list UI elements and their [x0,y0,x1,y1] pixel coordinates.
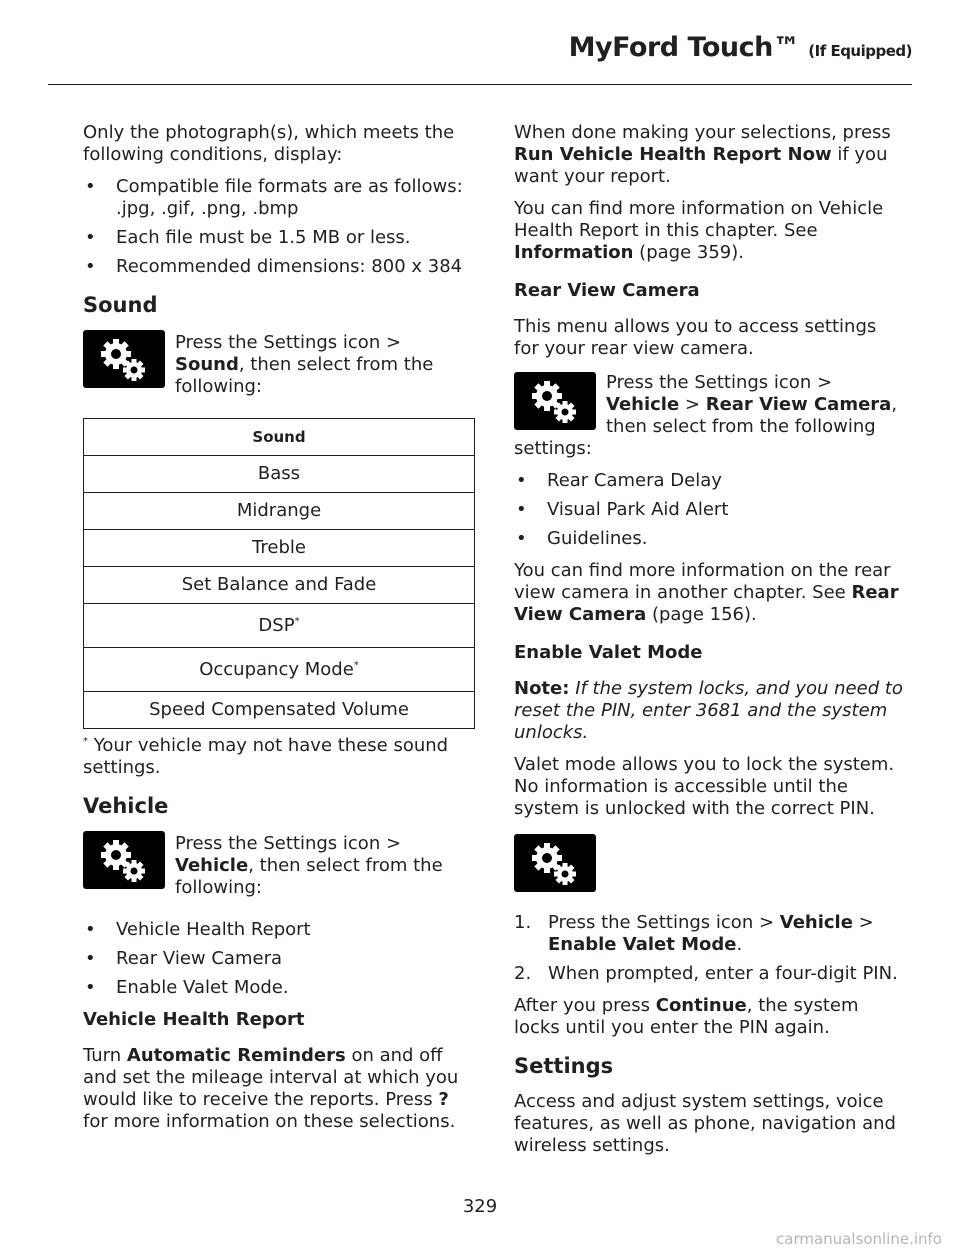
valet-note: Note: If the system locks, and you need to reset the PIN, enter 3681 and the system unlocks. [514,678,903,743]
header-title: MyFord Touch™ [568,32,800,63]
table-row: Bass [84,455,474,492]
header-rule [48,84,912,85]
table-row: Speed Compensated Volume [84,691,474,728]
instr-text: Press the Settings icon > [175,332,402,353]
valet-heading: Enable Valet Mode [514,642,703,663]
settings-heading: Settings [514,1054,614,1078]
header-subtitle: (If Equipped) [808,42,912,60]
left-column [83,122,475,1143]
vhr-heading: Vehicle Health Report [83,1009,305,1030]
list-item: • Rear View Camera [83,948,475,970]
settings-gears-icon [83,831,165,889]
settings-gears-icon [514,834,596,892]
rvc-more-paragraph: You can find more information on the rear view camera in another chapter. See Rear View Camera (page 156). [514,560,899,625]
rvc-intro: This menu allows you to access settings for your rear view camera. [514,316,877,359]
instr-bold: Vehicle [175,855,249,876]
page-number: 329 [462,1196,498,1217]
footnote-marker: * [83,736,88,747]
table-header: Sound [252,428,306,446]
list-item: • Recommended dimensions: 800 x 384 [83,256,475,278]
list-item: • Enable Valet Mode. [83,977,475,999]
rvc-list [514,470,906,550]
list-item: • Guidelines. [514,528,906,550]
right-column [514,122,906,1167]
settings-gears-icon [514,372,596,430]
table-row: DSP* [84,603,474,647]
sound-instruction [83,330,475,398]
instr-bold: Sound [175,354,239,375]
photo-intro: Only the photograph(s), which meets the following conditions, display: [83,122,455,165]
vehicle-instruction [83,831,475,899]
page-header [569,32,912,63]
photo-conditions-list [83,176,475,278]
list-item: • Rear Camera Delay [514,470,906,492]
list-item: • Each file must be 1.5 MB or less. [83,227,475,249]
vhr-info-paragraph: You can find more information on Vehicle Health Report in this chapter. See Information (page 359). [514,198,884,263]
footnote: * Your vehicle may not have these sound settings. [83,735,449,778]
rvc-heading: Rear View Camera [514,280,700,301]
vehicle-list [83,919,475,999]
table-row: Treble [84,529,474,566]
vhr-run-paragraph: When done making your selections, press Run Vehicle Health Report Now if you want your report. [514,122,891,187]
settings-description: Access and adjust system settings, voice features, as well as phone, navigation and wireless settings. [514,1091,896,1156]
instr-text: , then select from the following: [175,354,434,397]
rvc-instruction: Press the Settings icon > Vehicle > Rear View Camera, then select from the following settings: [514,372,898,459]
list-item: • Visual Park Aid Alert [514,499,906,521]
footnote-marker: * [294,616,300,627]
footnote-marker: * [353,660,359,671]
instr-text: Press the Settings icon > [175,833,402,854]
list-item: 1. Press the Settings icon > Vehicle > Enable Valet Mode. [514,912,874,955]
instr-text: , then select from the following: [175,855,443,898]
settings-gears-icon [83,330,165,388]
table-row: Set Balance and Fade [84,566,474,603]
list-item: • Compatible file formats are as follows: .jpg, .gif, .png, .bmp [83,176,475,220]
vehicle-heading: Vehicle [83,794,169,818]
list-item: • Vehicle Health Report [83,919,475,941]
valet-description: Valet mode allows you to lock the system. No information is accessible until the system is unlocked with the correct PIN. [514,754,895,819]
sound-heading: Sound [83,293,158,317]
vhr-paragraph: Turn Automatic Reminders on and off and set the mileage interval at which you would like to receive the reports. Press ? for more information on these selections. [83,1045,459,1132]
sound-table [83,418,475,729]
watermark: carmanualsonline.info [776,1230,942,1248]
continue-paragraph: After you press Continue, the system locks until you enter the PIN again. [514,995,859,1038]
list-item: 2. When prompted, enter a four-digit PIN. [514,963,898,984]
valet-steps [514,912,906,985]
table-row: Midrange [84,492,474,529]
table-row: Occupancy Mode* [84,647,474,691]
